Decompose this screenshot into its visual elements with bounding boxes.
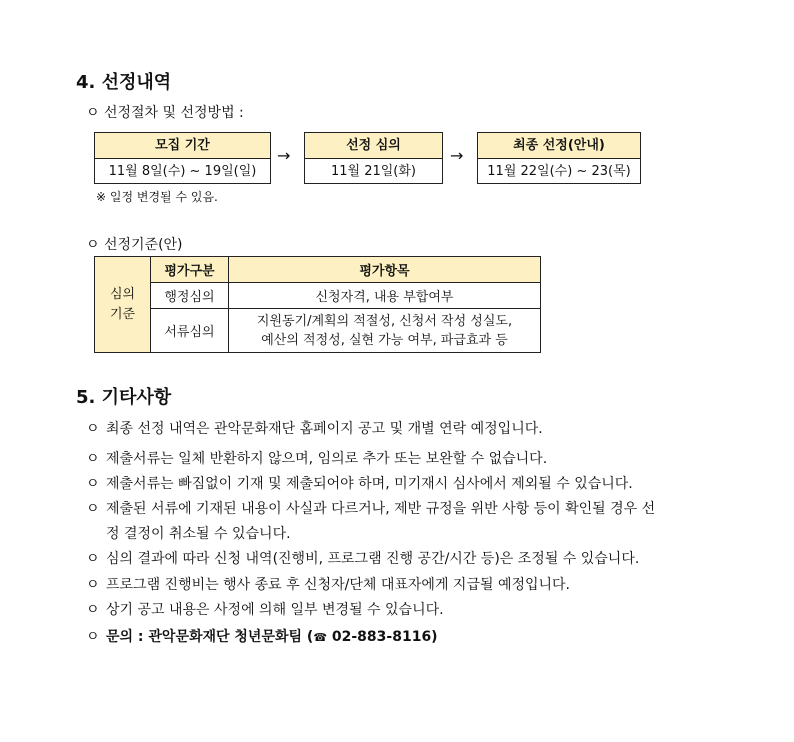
list-text: 정 결정이 취소될 수 있습니다. bbox=[106, 526, 291, 542]
bullet-icon: ㅇ bbox=[86, 421, 100, 437]
bullet-icon: ㅇ bbox=[86, 476, 100, 492]
bullet-icon: ㅇ bbox=[86, 577, 100, 593]
bullet-icon: ㅇ bbox=[86, 451, 100, 467]
items-line: 지원동기/계획의 적절성, 신청서 작성 성실도, bbox=[256, 313, 513, 329]
list-item bbox=[86, 418, 543, 438]
criteria-label: ㅇ 선정기준(안) bbox=[86, 237, 183, 253]
list-text: 최종 선정 내역은 관악문화재단 홈페이지 공고 및 개별 연락 예정입니다. bbox=[106, 421, 543, 437]
table-row bbox=[95, 283, 541, 309]
step-final-selection bbox=[477, 132, 641, 184]
section-5-title: 5. 기타사항 bbox=[76, 387, 172, 408]
items-cell bbox=[229, 309, 541, 353]
list-text: 제출서류는 일체 반환하지 않으며, 임의로 추가 또는 보완할 수 없습니다. bbox=[106, 451, 548, 467]
list-text: 상기 공고 내용은 사정에 의해 일부 변경될 수 있습니다. bbox=[106, 602, 444, 618]
list-text: 제출된 서류에 기재된 내용이 사실과 다르거나, 제반 규정을 위반 사항 등이 확인될 경우 선 bbox=[106, 501, 656, 517]
phone-icon: ☎ bbox=[313, 631, 328, 644]
list-text: 심의 결과에 따라 신청 내역(진행비, 프로그램 진행 공간/시간 등)은 조정될 수 있습니다. bbox=[106, 551, 640, 567]
bullet-icon: ㅇ bbox=[86, 602, 100, 618]
schedule-note: ※ 일정 변경될 수 있음. bbox=[96, 190, 218, 204]
bullet-icon: ㅇ bbox=[86, 629, 100, 645]
list-item-continuation bbox=[86, 523, 291, 543]
contact-label: 문의 : 관악문화재단 청년문화팀 ( bbox=[106, 629, 314, 645]
list-item bbox=[86, 498, 655, 518]
step-title: 모집 기간 bbox=[95, 133, 270, 159]
list-item bbox=[86, 599, 444, 619]
step-recruitment bbox=[94, 132, 271, 184]
category-cell: 행정심의 bbox=[151, 283, 229, 309]
list-text: 프로그램 진행비는 행사 종료 후 신청자/단체 대표자에게 지급될 예정입니다. bbox=[106, 577, 571, 593]
contact-phone: 02-883-8116) bbox=[327, 629, 438, 645]
list-item bbox=[86, 448, 547, 468]
procedure-label: ㅇ 선정절차 및 선정방법 : bbox=[86, 105, 244, 121]
bullet-icon: ㅇ bbox=[86, 501, 100, 517]
step-title: 최종 선정(안내) bbox=[478, 133, 640, 159]
arrow-right-icon: → bbox=[450, 146, 464, 165]
bullet-icon: ㅇ bbox=[86, 551, 100, 567]
step-title: 선정 심의 bbox=[305, 133, 442, 159]
list-item bbox=[86, 574, 570, 594]
section-4-title: 4. 선정내역 bbox=[76, 72, 172, 93]
step-date: 11월 22일(수) ~ 23(목) bbox=[487, 164, 631, 179]
header-category: 평가구분 bbox=[151, 257, 229, 283]
step-review bbox=[304, 132, 443, 184]
category-cell: 서류심의 bbox=[151, 309, 229, 353]
list-text: 제출서류는 빠짐없이 기재 및 제출되어야 하며, 미기재시 심사에서 제외될 수 있습니다. bbox=[106, 476, 633, 492]
list-item bbox=[86, 548, 639, 568]
list-item bbox=[86, 473, 633, 493]
header-items: 평가항목 bbox=[229, 257, 541, 283]
criteria-row-header: 심의 기준 bbox=[95, 257, 151, 353]
contact-item bbox=[86, 626, 438, 646]
criteria-table bbox=[94, 256, 541, 353]
arrow-right-icon: → bbox=[277, 146, 291, 165]
items-cell: 신청자격, 내용 부합여부 bbox=[229, 283, 541, 309]
items-line: 예산의 적정성, 실현 가능 여부, 파급효과 등 bbox=[261, 332, 508, 348]
step-date: 11월 21일(화) bbox=[330, 164, 417, 179]
step-date: 11월 8일(수) ~ 19일(일) bbox=[108, 164, 257, 179]
table-row bbox=[95, 309, 541, 353]
